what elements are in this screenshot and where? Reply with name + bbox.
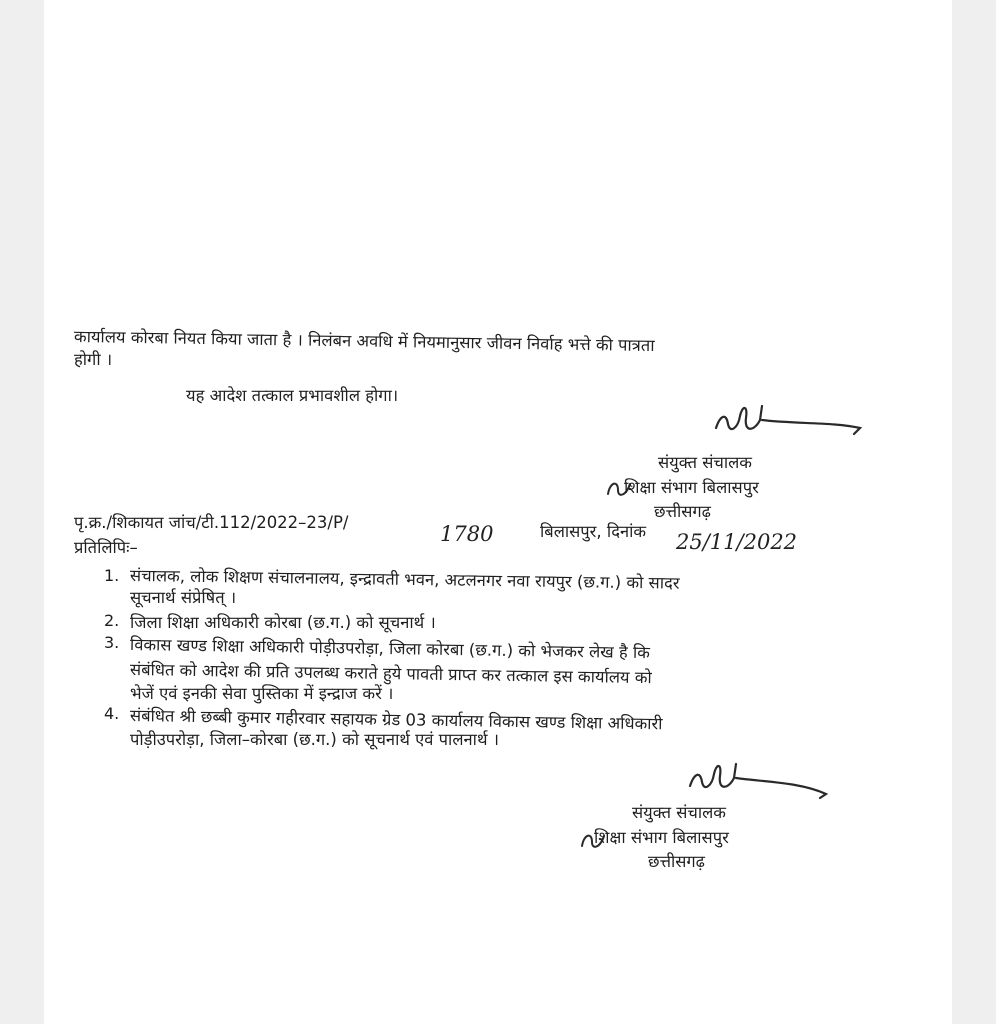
order-text-line-2: होगी । [74, 350, 113, 369]
list-item-number: 1. [104, 566, 120, 585]
list-item-number: 4. [104, 704, 120, 723]
signature-2-title: संयुक्त संचालक [632, 803, 726, 822]
order-text-line-1: कार्यालय कोरबा नियत किया जाता है । निलंबन अवधि में नियमानुसार जीवन निर्वाह भत्ते की पात्रता [73, 327, 655, 356]
list-item-line: संबंधित को आदेश की प्रति उपलब्ध कराते हुये पावती प्राप्त कर तत्काल इस कार्यालय को [129, 660, 652, 688]
list-item-line: संचालक, लोक शिक्षण संचालनालय, इन्द्रावती भवन, अटलनगर नवा रायपुर (छ.ग.) को सादर [129, 566, 680, 593]
list-item-line: जिला शिक्षा अधिकारी कोरबा (छ.ग.) को सूचनार्थ । [130, 613, 436, 632]
document-page [44, 0, 952, 1024]
list-item-number: 3. [104, 633, 120, 652]
signature-1-state: छत्तीसगढ़ [654, 502, 711, 521]
signature-1-scribble [704, 398, 864, 448]
copy-to-label: प्रतिलिपिः– [74, 538, 138, 557]
list-item-line: सूचनार्थ संप्रेषित् । [130, 588, 237, 607]
reference-number: पृ.क्र./शिकायत जांच/टी.112/2022–23/P/ [74, 513, 349, 532]
list-item-line: भेजें एवं इनकी सेवा पुस्तिका में इन्द्राज करें । [130, 684, 394, 703]
list-item-number: 2. [104, 611, 120, 630]
list-item-line: संबंधित श्री छब्बी कुमार गहीरवार सहायक ग्रेड 03 कार्यालय विकास खण्ड शिक्षा अधिकारी [129, 706, 663, 734]
handwritten-date: 25/11/2022 [676, 530, 798, 554]
place-date-label: बिलासपुर, दिनांक [540, 522, 647, 541]
signature-1-title: संयुक्त संचालक [658, 453, 752, 472]
order-document [44, 0, 952, 1024]
reference-handwritten-number: 1780 [440, 522, 494, 546]
signature-2-scribble [680, 758, 830, 804]
list-item-line: विकास खण्ड शिक्षा अधिकारी पोड़ीउपरोड़ा, जिला कोरबा (छ.ग.) को भेजकर लेख है कि [129, 635, 651, 663]
list-item-line: पोड़ीउपरोड़ा, जिला–कोरबा (छ.ग.) को सूचनार्थ एवं पालनार्थ । [130, 730, 499, 749]
order-text-line-3: यह आदेश तत्काल प्रभावशील होगा। [186, 386, 399, 405]
signature-1-dept: शिक्षा संभाग बिलासपुर [624, 478, 759, 497]
signature-2-state: छत्तीसगढ़ [648, 852, 705, 871]
signature-2-dept: शिक्षा संभाग बिलासपुर [594, 828, 729, 847]
